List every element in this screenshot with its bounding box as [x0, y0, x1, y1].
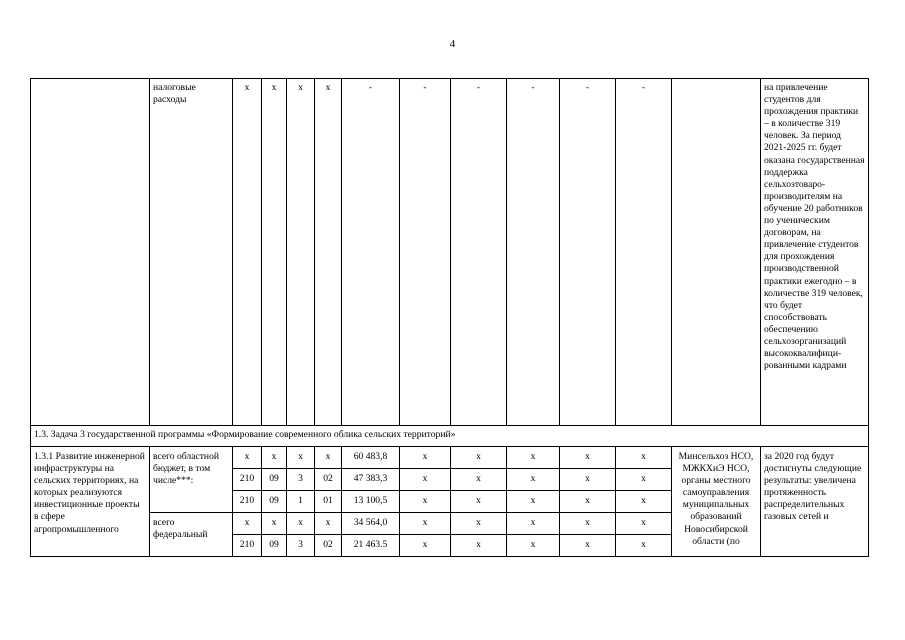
- cell-year3: х: [451, 535, 507, 557]
- cell-year6: х: [616, 491, 672, 513]
- cell-year4: х: [507, 535, 560, 557]
- row-tax-expenses: [31, 79, 869, 426]
- cell-pr: х: [287, 79, 315, 426]
- cell-executor-empty: [672, 79, 761, 426]
- cell-csr: 02: [315, 535, 342, 557]
- measure-executor: Минсельхоз НСО, МЖКХиЭ НСО, органы местного самоуправления муниципальных образований Новосибирской области (по: [672, 447, 761, 557]
- cell-amount: 13 100,5: [342, 491, 400, 513]
- measure-name: 1.3.1 Развитие инженерной инфраструктуры на сельских территориях, на которых реализуются инвестиционные проекты в сфере агропромышленного: [31, 447, 150, 557]
- cell-pr: 3: [287, 535, 315, 557]
- cell-year5: х: [560, 535, 616, 557]
- cell-rz: 09: [262, 491, 287, 513]
- cell-year2: х: [400, 447, 451, 469]
- cell-grbs: 210: [233, 535, 262, 557]
- cell-year3: х: [451, 513, 507, 535]
- cell-year5: -: [560, 79, 616, 426]
- cell-year6: х: [616, 513, 672, 535]
- cell-year2: х: [400, 513, 451, 535]
- cell-year5: х: [560, 491, 616, 513]
- cell-grbs: х: [233, 79, 262, 426]
- cell-amount: 34 564,0: [342, 513, 400, 535]
- source-regional-budget: всего областной бюджет, в том числе***:: [150, 447, 233, 513]
- cell-csr: х: [315, 447, 342, 469]
- cell-year6: х: [616, 447, 672, 469]
- cell-amount: 21 463.5: [342, 535, 400, 557]
- cell-year3: х: [451, 447, 507, 469]
- cell-year2: х: [400, 535, 451, 557]
- cell-pr: х: [287, 513, 315, 535]
- cell-year5: х: [560, 469, 616, 491]
- cell-rz: х: [262, 79, 287, 426]
- cell-pr: х: [287, 447, 315, 469]
- cell-year4: х: [507, 513, 560, 535]
- source-federal-budget: всего федеральный: [150, 513, 233, 557]
- cell-rz: х: [262, 513, 287, 535]
- cell-rz: 09: [262, 469, 287, 491]
- cell-year6: х: [616, 469, 672, 491]
- cell-empty-name: [31, 79, 150, 426]
- cell-year4: х: [507, 469, 560, 491]
- cell-year3: х: [451, 469, 507, 491]
- cell-csr: 02: [315, 469, 342, 491]
- cell-year3: х: [451, 491, 507, 513]
- cell-year1: -: [342, 79, 400, 426]
- cell-year2: х: [400, 491, 451, 513]
- cell-year4: х: [507, 447, 560, 469]
- cell-amount: 60 483,8: [342, 447, 400, 469]
- cell-grbs: х: [233, 447, 262, 469]
- page-number: 4: [449, 38, 456, 50]
- cell-amount: 47 383,3: [342, 469, 400, 491]
- program-table: [30, 78, 869, 557]
- cell-grbs: 210: [233, 491, 262, 513]
- section-heading: 1.3. Задача 3 государственной программы «Формирование современного облика сельских территорий»: [31, 426, 869, 447]
- cell-rz: х: [262, 447, 287, 469]
- table-row: [31, 447, 869, 469]
- measure-result: за 2020 год будут достигнуты следующие результаты: увеличена протяженность распределительных газовых сетей и: [761, 447, 869, 557]
- cell-year6: х: [616, 535, 672, 557]
- cell-pr: 1: [287, 491, 315, 513]
- cell-csr: х: [315, 513, 342, 535]
- cell-year6: -: [616, 79, 672, 426]
- cell-expected-result: на привлечение студентов для прохождения практики – в количестве 319 человек. За период 2021-2025 гг. будет оказана государственная поддержка сельхозтоваро-производителям на обучение 20 работников по ученическим договорам, на привлечение студентов для прохождения производственной практики ежегодно – в количестве 319 человек, что будет способствовать обеспечению сельхозорганизаций высококвалифици-рованными кадрами: [761, 79, 869, 426]
- cell-year5: х: [560, 513, 616, 535]
- cell-csr: х: [315, 79, 342, 426]
- cell-year2: х: [400, 469, 451, 491]
- cell-grbs: 210: [233, 469, 262, 491]
- cell-grbs: х: [233, 513, 262, 535]
- cell-year2: -: [400, 79, 451, 426]
- cell-year3: -: [451, 79, 507, 426]
- row-section-heading: [31, 426, 869, 447]
- cell-year4: х: [507, 491, 560, 513]
- cell-year5: х: [560, 447, 616, 469]
- cell-pr: 3: [287, 469, 315, 491]
- cell-rz: 09: [262, 535, 287, 557]
- cell-source-tax: налоговые расходы: [150, 79, 233, 426]
- cell-csr: 01: [315, 491, 342, 513]
- cell-year4: -: [507, 79, 560, 426]
